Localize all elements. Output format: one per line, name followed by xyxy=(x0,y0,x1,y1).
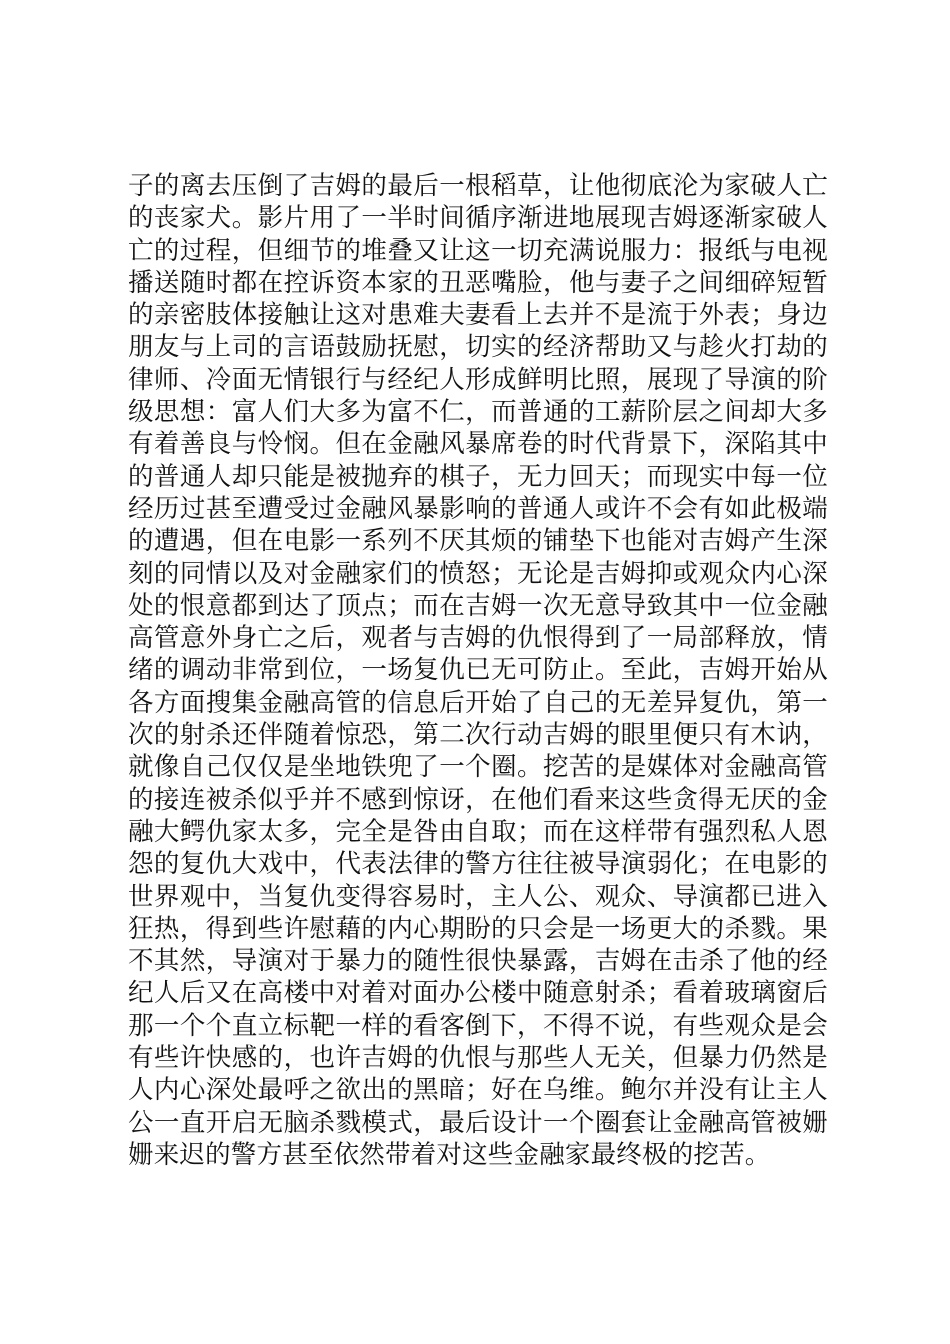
text-line: 就像自己仅仅是坐地铁兜了一个圈。挖苦的是媒体对金融高管 xyxy=(128,752,828,783)
text-line: 绪的调动非常到位，一场复仇已无可防止。至此，吉姆开始从 xyxy=(128,655,828,686)
text-line: 姗来迟的警方甚至依然带着对这些金融家最终极的挖苦。 xyxy=(128,1139,771,1170)
text-line: 有着善良与怜悯。但在金融风暴席卷的时代背景下，深陷其中 xyxy=(128,429,828,460)
text-line: 经历过甚至遭受过金融风暴影响的普通人或许不会有如此极端 xyxy=(128,493,828,524)
text-line: 的接连被杀似乎并不感到惊讶，在他们看来这些贪得无厌的金 xyxy=(128,784,828,815)
text-line: 不其然，导演对于暴力的随性很快暴露，吉姆在击杀了他的经 xyxy=(128,946,828,977)
text-line: 刻的同情以及对金融家们的愤怒；无论是吉姆抑或观众内心深 xyxy=(128,558,828,589)
text-line: 那一个个直立标靶一样的看客倒下，不得不说，有些观众是会 xyxy=(128,1010,828,1041)
text-line: 的亲密肢体接触让这对患难夫妻看上去并不是流于外表；身边 xyxy=(128,300,828,331)
text-line: 怨的复仇大戏中，代表法律的警方往往被导演弱化；在电影的 xyxy=(128,849,828,880)
text-line: 纪人后又在高楼中对着对面办公楼中随意射杀；看着玻璃窗后 xyxy=(128,978,828,1009)
text-line: 高管意外身亡之后，观者与吉姆的仇恨得到了一局部释放，情 xyxy=(128,623,828,654)
text-line: 律师、冷面无情银行与经纪人形成鲜明比照，展现了导演的阶 xyxy=(128,364,828,395)
text-line: 各方面搜集金融高管的信息后开始了自己的无差异复仇，第一 xyxy=(128,687,828,718)
text-line: 次的射杀还伴随着惊恐，第二次行动吉姆的眼里便只有木讷， xyxy=(128,720,828,751)
text-line: 的普通人却只能是被抛弃的棋子，无力回天；而现实中每一位 xyxy=(128,461,828,492)
text-line: 狂热，得到些许慰藉的内心期盼的只会是一场更大的杀戮。果 xyxy=(128,913,828,944)
text-line: 级思想：富人们大多为富不仁，而普通的工薪阶层之间却大多 xyxy=(128,397,828,428)
text-line: 融大鳄仇家太多，完全是咎由自取；而在这样带有强烈私人恩 xyxy=(128,816,828,847)
text-line: 子的离去压倒了吉姆的最后一根稻草，让他彻底沦为家破人亡 xyxy=(128,171,828,201)
text-line: 处的恨意都到达了顶点；而在吉姆一次无意导致其中一位金融 xyxy=(128,590,828,621)
text-line: 人内心深处最呼之欲出的黑暗；好在乌维。鲍尔并没有让主人 xyxy=(128,1075,828,1106)
text-line: 的丧家犬。影片用了一半时间循序渐进地展现吉姆逐渐家破人 xyxy=(128,203,828,234)
text-line: 朋友与上司的言语鼓励抚慰，切实的经济帮助又与趁火打劫的 xyxy=(128,332,828,363)
text-line: 公一直开启无脑杀戮模式，最后设计一个圈套让金融高管被姗 xyxy=(128,1107,828,1138)
text-line: 亡的过程，但细节的堆叠又让这一切充满说服力：报纸与电视 xyxy=(128,235,828,266)
text-line: 的遭遇，但在电影一系列不厌其烦的铺垫下也能对吉姆产生深 xyxy=(128,526,828,557)
text-line: 有些许快感的，也许吉姆的仇恨与那些人无关，但暴力仍然是 xyxy=(128,1043,828,1074)
article-paragraph xyxy=(128,170,828,1171)
text-line: 播送随时都在控诉资本家的丑恶嘴脸，他与妻子之间细碎短暂 xyxy=(128,267,828,298)
text-line: 世界观中，当复仇变得容易时，主人公、观众、导演都已进入 xyxy=(128,881,828,912)
